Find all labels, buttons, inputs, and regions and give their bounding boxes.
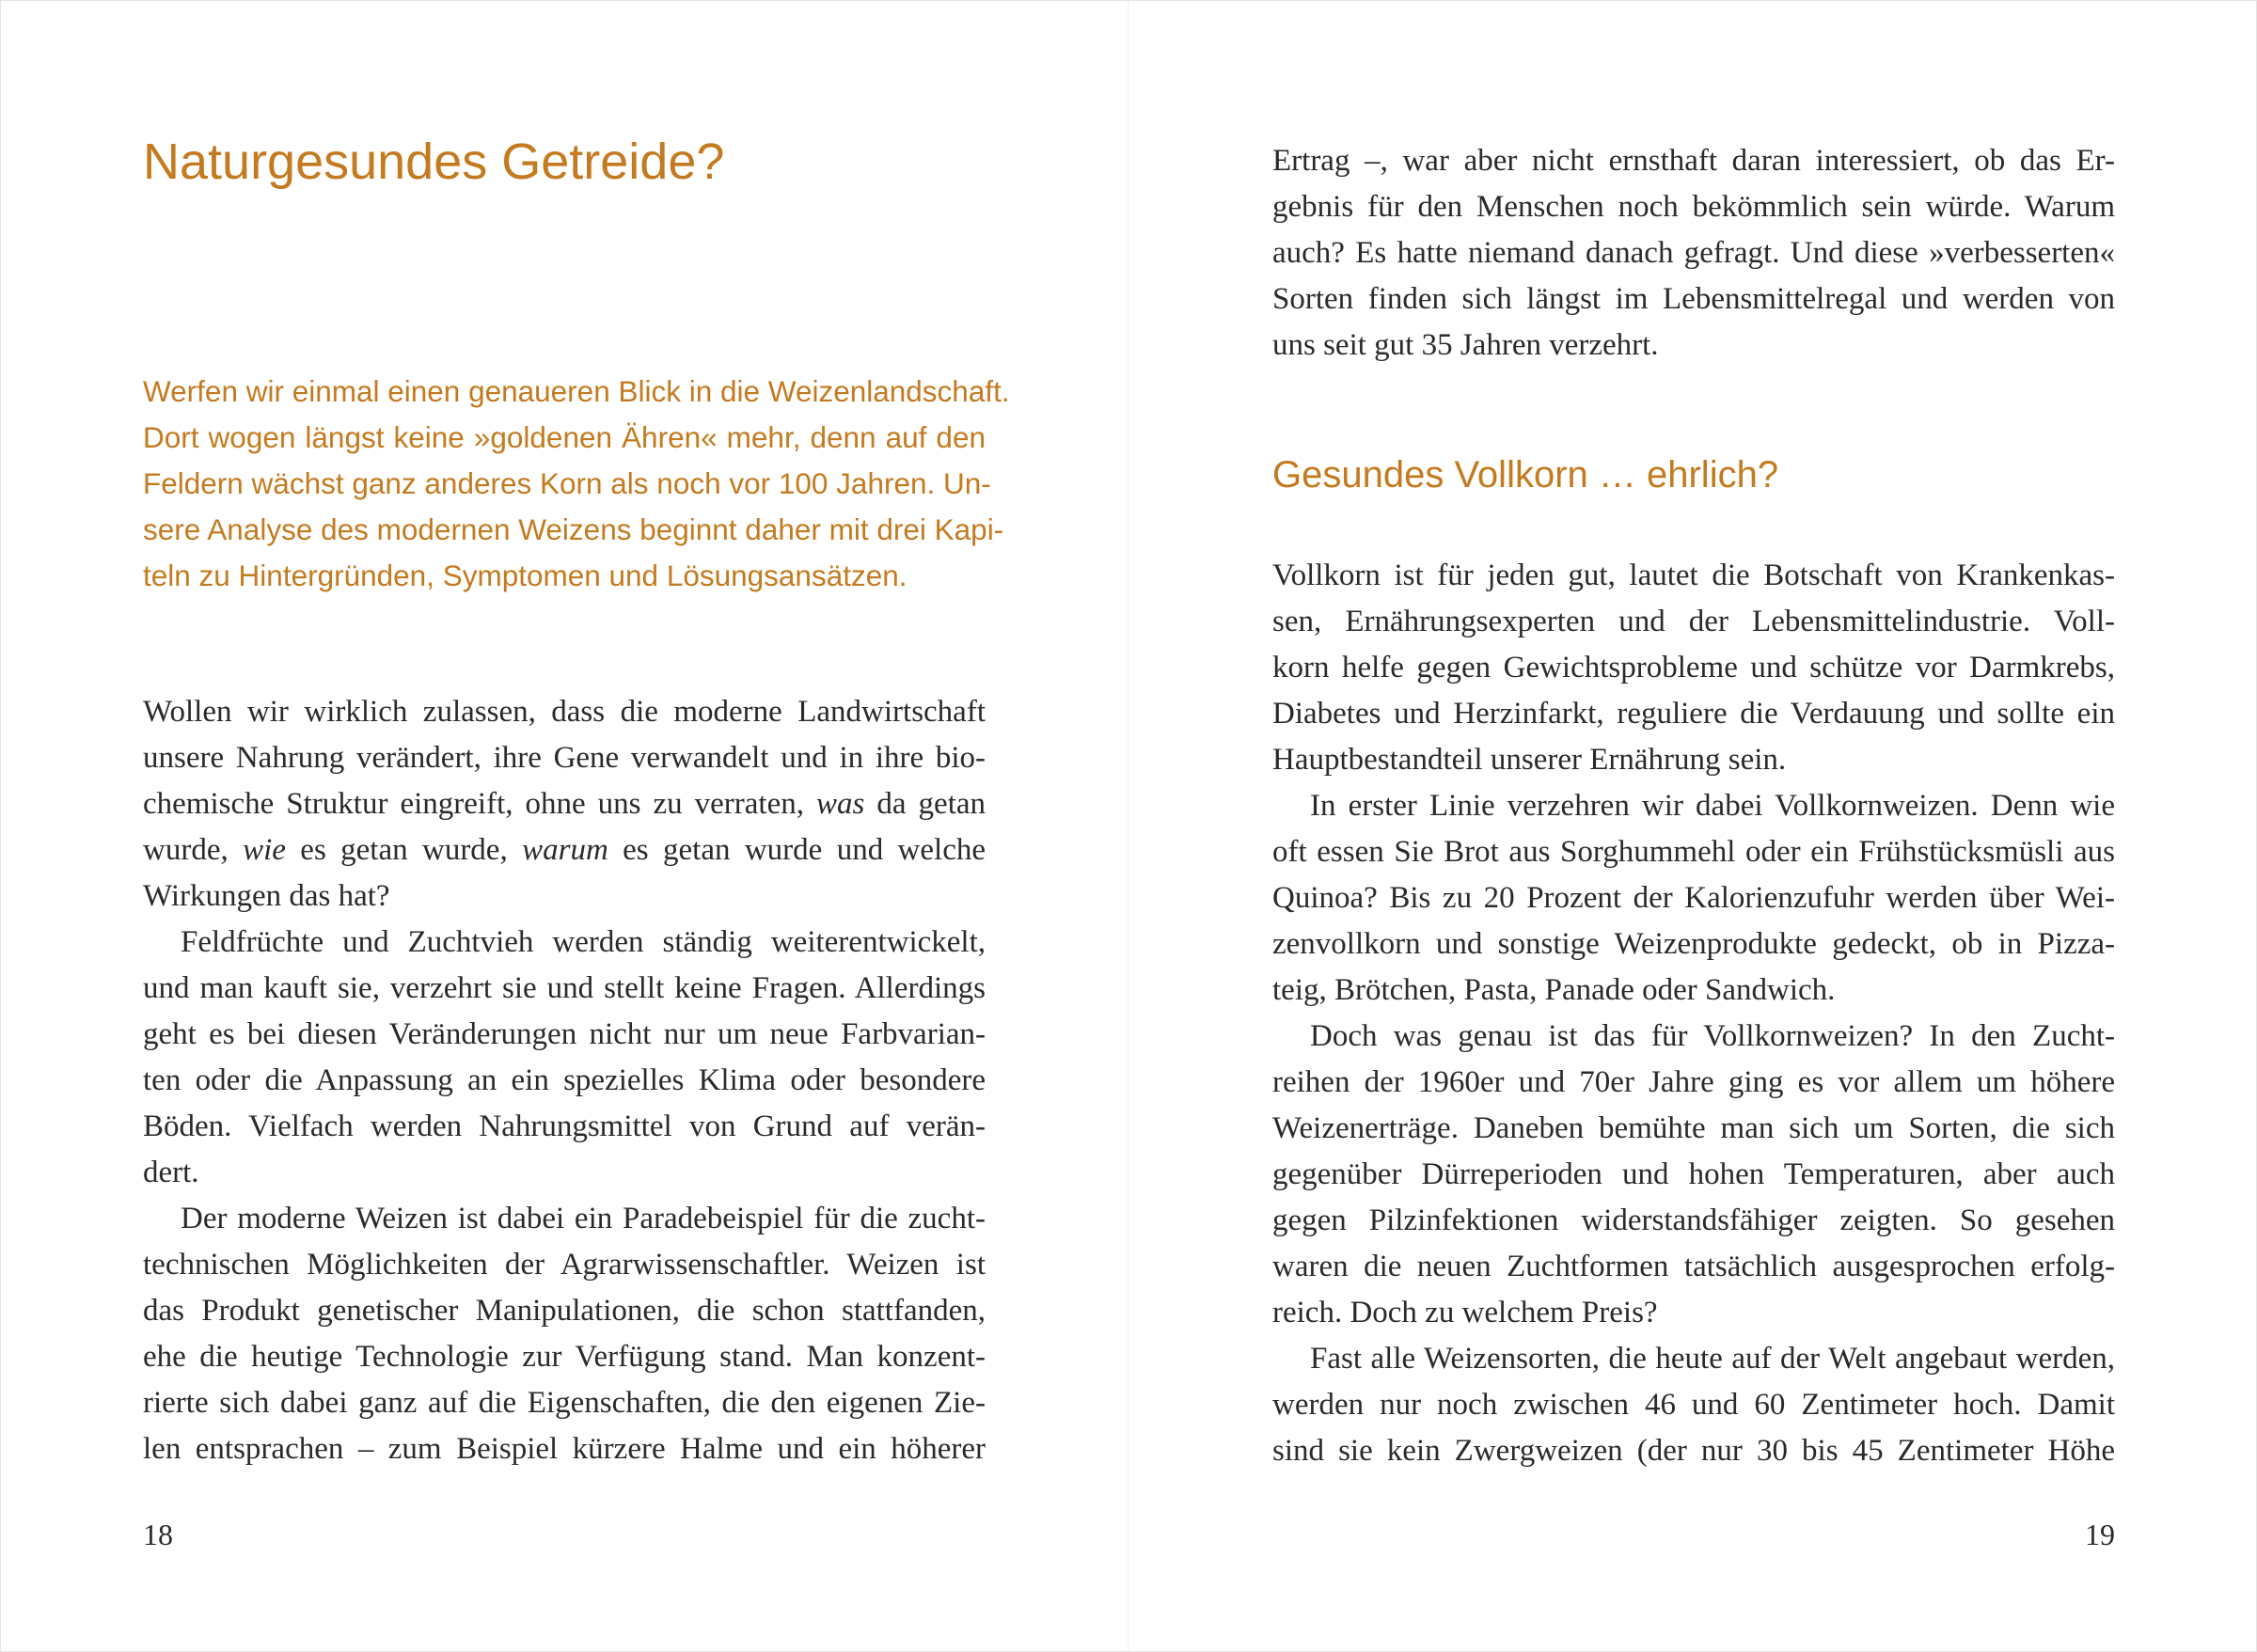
body-line: gebnis für den Menschen noch bekömmlich sein würde. Warum xyxy=(1272,190,2115,224)
body-line: Hauptbestandteil unserer Ernährung sein. xyxy=(1272,743,1787,777)
body-line: len entsprachen – zum Beispiel kürzere Halme und ein höherer xyxy=(143,1432,986,1466)
body-line: gegen Pilzinfektionen widerstandsfähiger zeigten. So gesehen xyxy=(1272,1204,2115,1237)
emphasis-what: was xyxy=(816,787,865,821)
body-line: reich. Doch zu welchem Preis? xyxy=(1272,1296,1658,1329)
body-line: sind sie kein Zwergweizen (der nur 30 bis 45 Zentimeter Höhe xyxy=(1272,1434,2115,1468)
right-page xyxy=(1272,0,2115,1652)
body-line: Weizenerträge. Daneben bemühte man sich um Sorten, die sich xyxy=(1272,1111,2115,1145)
right-body-text xyxy=(1272,553,2115,1474)
body-line: Böden. Vielfach werden Nahrungsmittel von Grund auf verän- xyxy=(143,1109,986,1143)
lead-line: Feldern wächst ganz anderes Korn als noch vor 100 Jahren. Un- xyxy=(143,466,991,500)
lead-line: Dort wogen längst keine »goldenen Ähren« mehr, denn auf den xyxy=(143,420,986,454)
section-title: Gesundes Vollkorn … ehrlich? xyxy=(1272,454,1779,496)
body-line: Ertrag –, war aber nicht ernsthaft daran interessiert, ob das Er- xyxy=(1272,144,2115,178)
body-line: Wirkungen das hat? xyxy=(143,879,390,913)
body-text-run: es getan wurde, xyxy=(285,833,523,867)
emphasis-how: wie xyxy=(243,833,286,867)
body-line: korn helfe gegen Gewichtsprobleme und schütze vor Darmkrebs, xyxy=(1272,651,2115,684)
lead-line: teln zu Hintergründen, Symptomen und Lösungsansätzen. xyxy=(143,559,908,592)
body-line xyxy=(143,781,986,827)
body-line: auch? Es hatte niemand danach gefragt. Und diese »verbesserten« xyxy=(1272,236,2115,270)
body-line: oft essen Sie Brot aus Sorghummehl oder ein Frühstücksmüsli aus xyxy=(1272,835,2115,869)
left-body-text xyxy=(143,689,986,1472)
body-line: Vollkorn ist für jeden gut, lautet die Botschaft von Krankenkas- xyxy=(1272,559,2115,592)
body-line: Doch was genau ist das für Vollkornweizen? In den Zucht- xyxy=(1310,1019,2115,1053)
body-line: Der moderne Weizen ist dabei ein Paradebeispiel für die zucht- xyxy=(181,1202,986,1235)
body-line: teig, Brötchen, Pasta, Panade oder Sandwich. xyxy=(1272,973,1836,1007)
body-line: und man kauft sie, verzehrt sie und stellt keine Fragen. Allerdings xyxy=(143,971,986,1005)
body-line: Quinoa? Bis zu 20 Prozent der Kalorienzufuhr werden über Wei- xyxy=(1272,881,2115,915)
body-line: werden nur noch zwischen 46 und 60 Zentimeter hoch. Damit xyxy=(1272,1388,2115,1422)
page-number-right: 19 xyxy=(2085,1518,2115,1551)
body-line: Wollen wir wirklich zulassen, dass die moderne Landwirtschaft xyxy=(143,695,986,729)
body-line: technischen Möglichkeiten der Agrarwissenschaftler. Weizen ist xyxy=(143,1248,986,1282)
body-line: Feldfrüchte und Zuchtvieh werden ständig weiterentwickelt, xyxy=(181,925,986,959)
body-line: ten oder die Anpassung an ein spezielles Klima oder besondere xyxy=(143,1063,986,1097)
body-line: Fast alle Weizensorten, die heute auf der Welt angebaut werden, xyxy=(1310,1342,2115,1376)
lead-line: Werfen wir einmal einen genaueren Blick in die Weizenlandschaft. xyxy=(143,374,1010,408)
body-line: das Produkt genetischer Manipulationen, die schon stattfanden, xyxy=(143,1294,986,1328)
body-line: rierte sich dabei ganz auf die Eigenschaften, die den eigenen Zie- xyxy=(143,1386,986,1420)
body-line: uns seit gut 35 Jahren verzehrt. xyxy=(1272,328,1659,362)
body-text-run: es getan wurde und welche xyxy=(608,833,986,867)
right-continued-text xyxy=(1272,138,2115,369)
left-page xyxy=(143,0,1010,1652)
body-line: waren die neuen Zuchtformen tatsächlich ausgesprochen erfolg- xyxy=(1272,1250,2115,1283)
chapter-title: Naturgesundes Getreide? xyxy=(143,134,725,190)
emphasis-why: warum xyxy=(522,833,608,867)
page-number-left: 18 xyxy=(143,1518,173,1551)
lead-line: sere Analyse des modernen Weizens beginnt daher mit drei Kapi- xyxy=(143,512,1004,546)
body-text-run: chemische Struktur eingreift, ohne uns zu verraten, xyxy=(143,787,817,821)
page-gutter xyxy=(1128,0,1129,1652)
body-text-run: da getan xyxy=(864,787,986,821)
body-line: geht es bei diesen Veränderungen nicht nur um neue Farbvarian- xyxy=(143,1017,986,1051)
body-line: dert. xyxy=(143,1156,199,1189)
body-line: sen, Ernährungsexperten und der Lebensmittelindustrie. Voll- xyxy=(1272,605,2115,638)
body-line: gegenüber Dürreperioden und hohen Temperaturen, aber auch xyxy=(1272,1157,2115,1191)
body-line: Diabetes und Herzinfarkt, reguliere die Verdauung und sollte ein xyxy=(1272,697,2115,731)
body-line: reihen der 1960er und 70er Jahre ging es vor allem um höhere xyxy=(1272,1065,2115,1099)
body-text-run: wurde, xyxy=(143,833,244,867)
body-line: ehe die heutige Technologie zur Verfügung stand. Man konzent- xyxy=(143,1340,986,1374)
body-line: In erster Linie verzehren wir dabei Vollkornweizen. Denn wie xyxy=(1310,789,2115,823)
chapter-lead-paragraph xyxy=(143,369,1010,599)
body-line xyxy=(143,827,986,873)
body-line: zenvollkorn und sonstige Weizenprodukte gedeckt, ob in Pizza- xyxy=(1272,927,2115,961)
body-line: Sorten finden sich längst im Lebensmittelregal und werden von xyxy=(1272,282,2115,316)
body-line: unsere Nahrung verändert, ihre Gene verwandelt und in ihre bio- xyxy=(143,741,986,775)
